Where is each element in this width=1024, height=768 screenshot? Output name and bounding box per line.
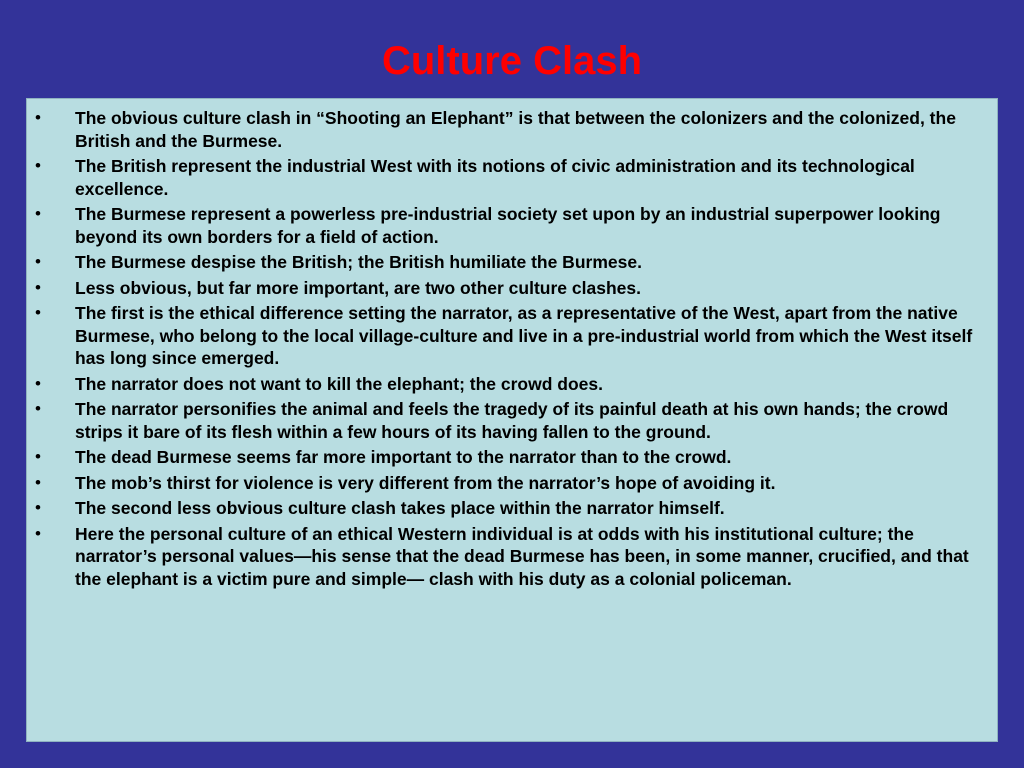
bullet-text: The first is the ethical difference setting the narrator, as a representative of the West, apart from the native Burmese, who belong to the local village-culture and live in a pre-industrial world from which the West itself has long since emerged.: [75, 303, 973, 368]
bullet-text: The second less obvious culture clash takes place within the narrator himself.: [75, 498, 725, 518]
bullet-dot-icon: •: [35, 277, 41, 297]
bullet-item: [27, 523, 991, 591]
bullet-text: Less obvious, but far more important, are two other culture clashes.: [75, 277, 641, 298]
bullet-text: The narrator does not want to kill the elephant; the crowd does.: [75, 373, 603, 394]
bullet-text: The Burmese represent a powerless pre-industrial society set upon by an industrial superpower looking beyond its own borders for a field of action.: [75, 204, 941, 247]
bullet-text: The obvious culture clash in “Shooting an Elephant” is that between the colonizers and the colonized, the British and the Burmese.: [75, 108, 956, 151]
bullet-dot-icon: •: [35, 108, 41, 127]
bullet-item: [27, 302, 991, 370]
bullet-item: [27, 398, 991, 443]
bullet-item: [27, 277, 991, 300]
bullet-item: [27, 203, 991, 248]
bullet-item: [27, 373, 991, 396]
bullet-dot-icon: •: [35, 204, 41, 223]
bullet-item: [27, 446, 991, 469]
slide-title: Culture Clash: [381, 39, 643, 83]
bullet-text: The Burmese despise the British; the British humiliate the Burmese.: [75, 252, 642, 272]
bullet-item: [27, 472, 991, 495]
bullet-text: The narrator personifies the animal and feels the tragedy of its painful death at his own hands; the crowd strips it bare of its flesh within a few hours of its having fallen to the ground.: [75, 399, 949, 442]
bullet-item: [27, 497, 991, 520]
bullet-item: [27, 107, 991, 152]
bullet-dot-icon: •: [35, 156, 41, 175]
bullet-item: [27, 251, 991, 274]
bullet-dot-icon: •: [35, 373, 41, 393]
bullet-dot-icon: •: [35, 472, 41, 492]
bullet-dot-icon: •: [35, 303, 41, 322]
bullet-dot-icon: •: [35, 447, 41, 466]
bullet-dot-icon: •: [35, 523, 41, 543]
bullet-text: The dead Burmese seems far more important to the narrator than to the crowd.: [75, 447, 732, 467]
bullet-item: [27, 155, 991, 200]
bullet-dot-icon: •: [35, 399, 41, 418]
bullet-dot-icon: •: [35, 498, 41, 517]
content-box: [26, 98, 998, 742]
bullet-list: [27, 99, 997, 590]
bullet-text: The British represent the industrial West with its notions of civic administration and its technological excellence.: [75, 156, 915, 199]
bullet-dot-icon: •: [35, 252, 41, 271]
bullet-text: Here the personal culture of an ethical Western individual is at odds with his institutional culture; the narrator’s personal values—his sense that the dead Burmese has been, in some manner, crucified, and that the elephant is a victim pure and simple— clash with his duty as a colonial policeman.: [75, 523, 969, 589]
bullet-text: The mob’s thirst for violence is very different from the narrator’s hope of avoiding it.: [75, 472, 776, 493]
